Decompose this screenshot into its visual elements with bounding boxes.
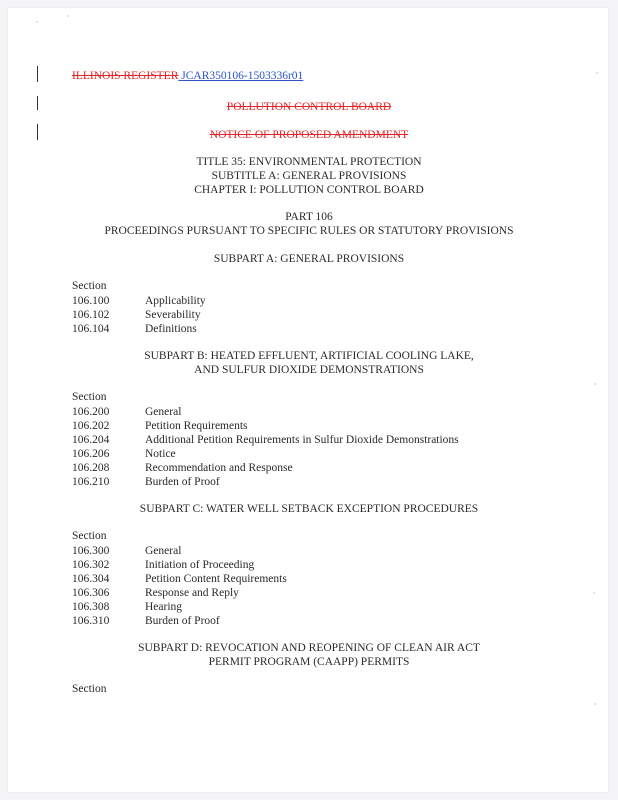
inserted-register-text: JCAR350106-1503336r01 — [181, 70, 304, 82]
subpart-heading: SUBPART D: REVOCATION AND REOPENING OF CLEAN AIR ACT — [138, 642, 480, 654]
chapter-heading: CHAPTER I: POLLUTION CONTROL BOARD — [194, 184, 424, 196]
subpart-heading-line2: PERMIT PROGRAM (CAAPP) PERMITS — [208, 656, 410, 668]
section-title: Definitions — [145, 323, 197, 335]
register-header — [72, 70, 303, 82]
section-title: Additional Petition Requirements in Sulfur Dioxide Demonstrations — [145, 434, 459, 446]
section-title: Burden of Proof — [145, 615, 220, 627]
section-title: Response and Reply — [145, 587, 239, 599]
toc-row — [72, 475, 220, 489]
section-number: 106.210 — [72, 476, 110, 488]
struck-notice-title: NOTICE OF PROPOSED AMENDMENT — [209, 129, 409, 141]
section-column-label: Section — [72, 683, 107, 695]
struck-board-name: POLLUTION CONTROL BOARD — [226, 101, 392, 113]
toc-row — [72, 447, 176, 461]
section-column-label: Section — [72, 280, 107, 292]
section-title: Hearing — [145, 601, 183, 613]
subpart-heading: SUBPART A: GENERAL PROVISIONS — [213, 253, 405, 265]
subpart-heading: SUBPART C: WATER WELL SETBACK EXCEPTION PROCEDURES — [139, 503, 479, 515]
toc-row — [72, 572, 287, 586]
section-title: Petition Requirements — [145, 420, 248, 432]
section-title: Initiation of Proceeding — [145, 559, 255, 571]
toc-row — [72, 614, 220, 628]
scan-speck — [596, 72, 598, 74]
scan-speck — [594, 383, 596, 385]
section-title: Severability — [145, 309, 201, 321]
section-title: Burden of Proof — [145, 476, 220, 488]
toc-row — [72, 461, 293, 475]
toc-row — [72, 405, 181, 419]
toc-row — [72, 294, 206, 308]
subpart-heading: SUBPART B: HEATED EFFLUENT, ARTIFICIAL COOLING LAKE, — [144, 350, 474, 362]
section-column-label: Section — [72, 530, 107, 542]
section-title: Petition Content Requirements — [145, 573, 287, 585]
section-column-label: Section — [72, 391, 107, 403]
part-name: PROCEEDINGS PURSUANT TO SPECIFIC RULES OR STATUTORY PROVISIONS — [104, 225, 514, 237]
section-title: General — [145, 545, 182, 557]
toc-row — [72, 586, 239, 600]
section-number: 106.208 — [72, 462, 110, 474]
toc-row — [72, 308, 201, 322]
struck-register-text: ILLINOIS REGISTER — [72, 70, 179, 82]
section-number: 106.204 — [72, 434, 110, 446]
section-number: 106.102 — [72, 309, 110, 321]
section-number: 106.100 — [72, 295, 110, 307]
section-number: 106.200 — [72, 406, 110, 418]
scan-speck — [593, 592, 595, 594]
revision-bar — [37, 66, 38, 82]
toc-row — [72, 433, 459, 447]
subtitle-heading: SUBTITLE A: GENERAL PROVISIONS — [211, 170, 407, 182]
section-number: 106.308 — [72, 601, 110, 613]
toc-row — [72, 558, 254, 572]
section-number: 106.202 — [72, 420, 110, 432]
section-number: 106.206 — [72, 448, 110, 460]
section-title: Notice — [145, 448, 176, 460]
section-number: 106.304 — [72, 573, 110, 585]
toc-row — [72, 600, 182, 614]
title-heading: TITLE 35: ENVIRONMENTAL PROTECTION — [196, 156, 422, 168]
section-number: 106.104 — [72, 323, 110, 335]
section-title: Applicability — [145, 295, 206, 307]
section-title: Recommendation and Response — [145, 462, 293, 474]
scan-speck — [67, 15, 69, 17]
scan-speck — [594, 703, 596, 705]
section-number: 106.300 — [72, 545, 110, 557]
section-number: 106.302 — [72, 559, 110, 571]
section-number: 106.310 — [72, 615, 110, 627]
subpart-heading-line2: AND SULFUR DIOXIDE DEMONSTRATIONS — [194, 364, 424, 376]
toc-row — [72, 544, 181, 558]
scan-speck — [36, 21, 38, 23]
section-number: 106.306 — [72, 587, 110, 599]
toc-row — [72, 322, 197, 336]
section-title: General — [145, 406, 182, 418]
toc-row — [72, 419, 248, 433]
part-heading: PART 106 — [285, 211, 333, 223]
